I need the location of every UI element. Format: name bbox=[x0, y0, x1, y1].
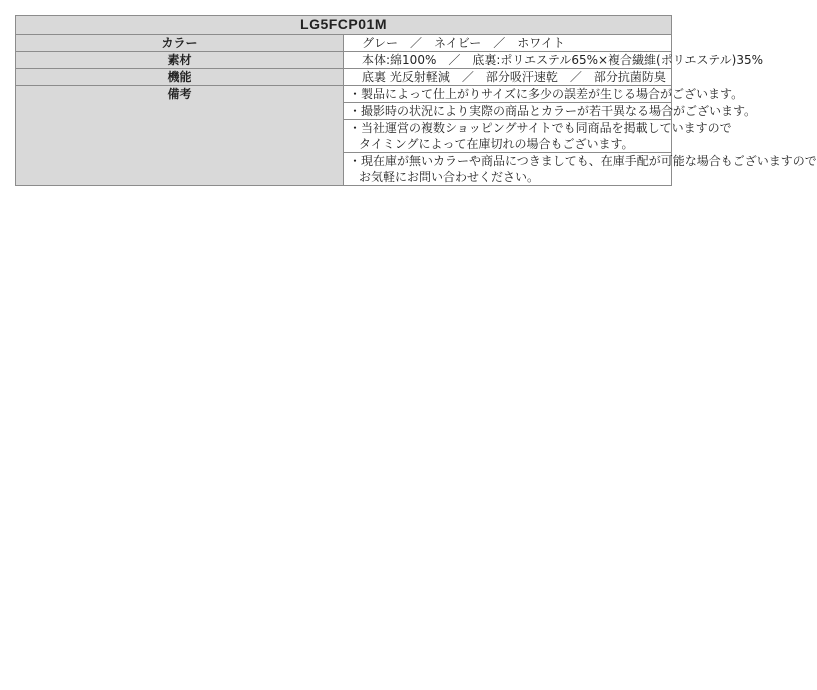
notes-label: 備考 bbox=[16, 86, 344, 186]
title-row bbox=[16, 16, 672, 35]
function-label: 機能 bbox=[16, 69, 344, 86]
note-text: ・製品によって仕上がりサイズに多少の誤差が生じる場合がございます。 bbox=[349, 87, 744, 101]
spec-row-color bbox=[16, 35, 672, 52]
note-text: ・撮影時の状況により実際の商品とカラーが若干異なる場合がございます。 bbox=[349, 104, 757, 118]
product-spec-table bbox=[15, 15, 817, 186]
function-value: 底裏 光反射軽減 ／ 部分吸汗速乾 ／ 部分抗菌防臭 bbox=[344, 69, 672, 86]
note-item bbox=[344, 86, 744, 103]
spec-row-function bbox=[16, 69, 672, 86]
note-text: ・当社運営の複数ショッピングサイトでも同商品を掲載していますので bbox=[349, 121, 732, 135]
note-item bbox=[344, 153, 817, 186]
note-text-continued: お気軽にお問い合わせください。 bbox=[359, 170, 540, 184]
note-item bbox=[344, 103, 757, 120]
color-label: カラー bbox=[16, 35, 344, 52]
note-text: ・現在庫が無いカラーや商品につきましても、在庫手配が可能な場合もございますので bbox=[349, 154, 817, 168]
material-value: 本体:綿100% ／ 底裏:ポリエステル65%×複合繊維(ポリエステル)35% bbox=[344, 52, 672, 69]
spec-row-material bbox=[16, 52, 672, 69]
note-item bbox=[344, 120, 732, 153]
product-code: LG5FCP01M bbox=[16, 16, 672, 35]
material-label: 素材 bbox=[16, 52, 344, 69]
note-text-continued: タイミングによって在庫切れの場合もございます。 bbox=[359, 137, 634, 151]
color-value: グレー ／ ネイビー ／ ホワイト bbox=[344, 35, 672, 52]
notes-row-1 bbox=[16, 86, 672, 103]
